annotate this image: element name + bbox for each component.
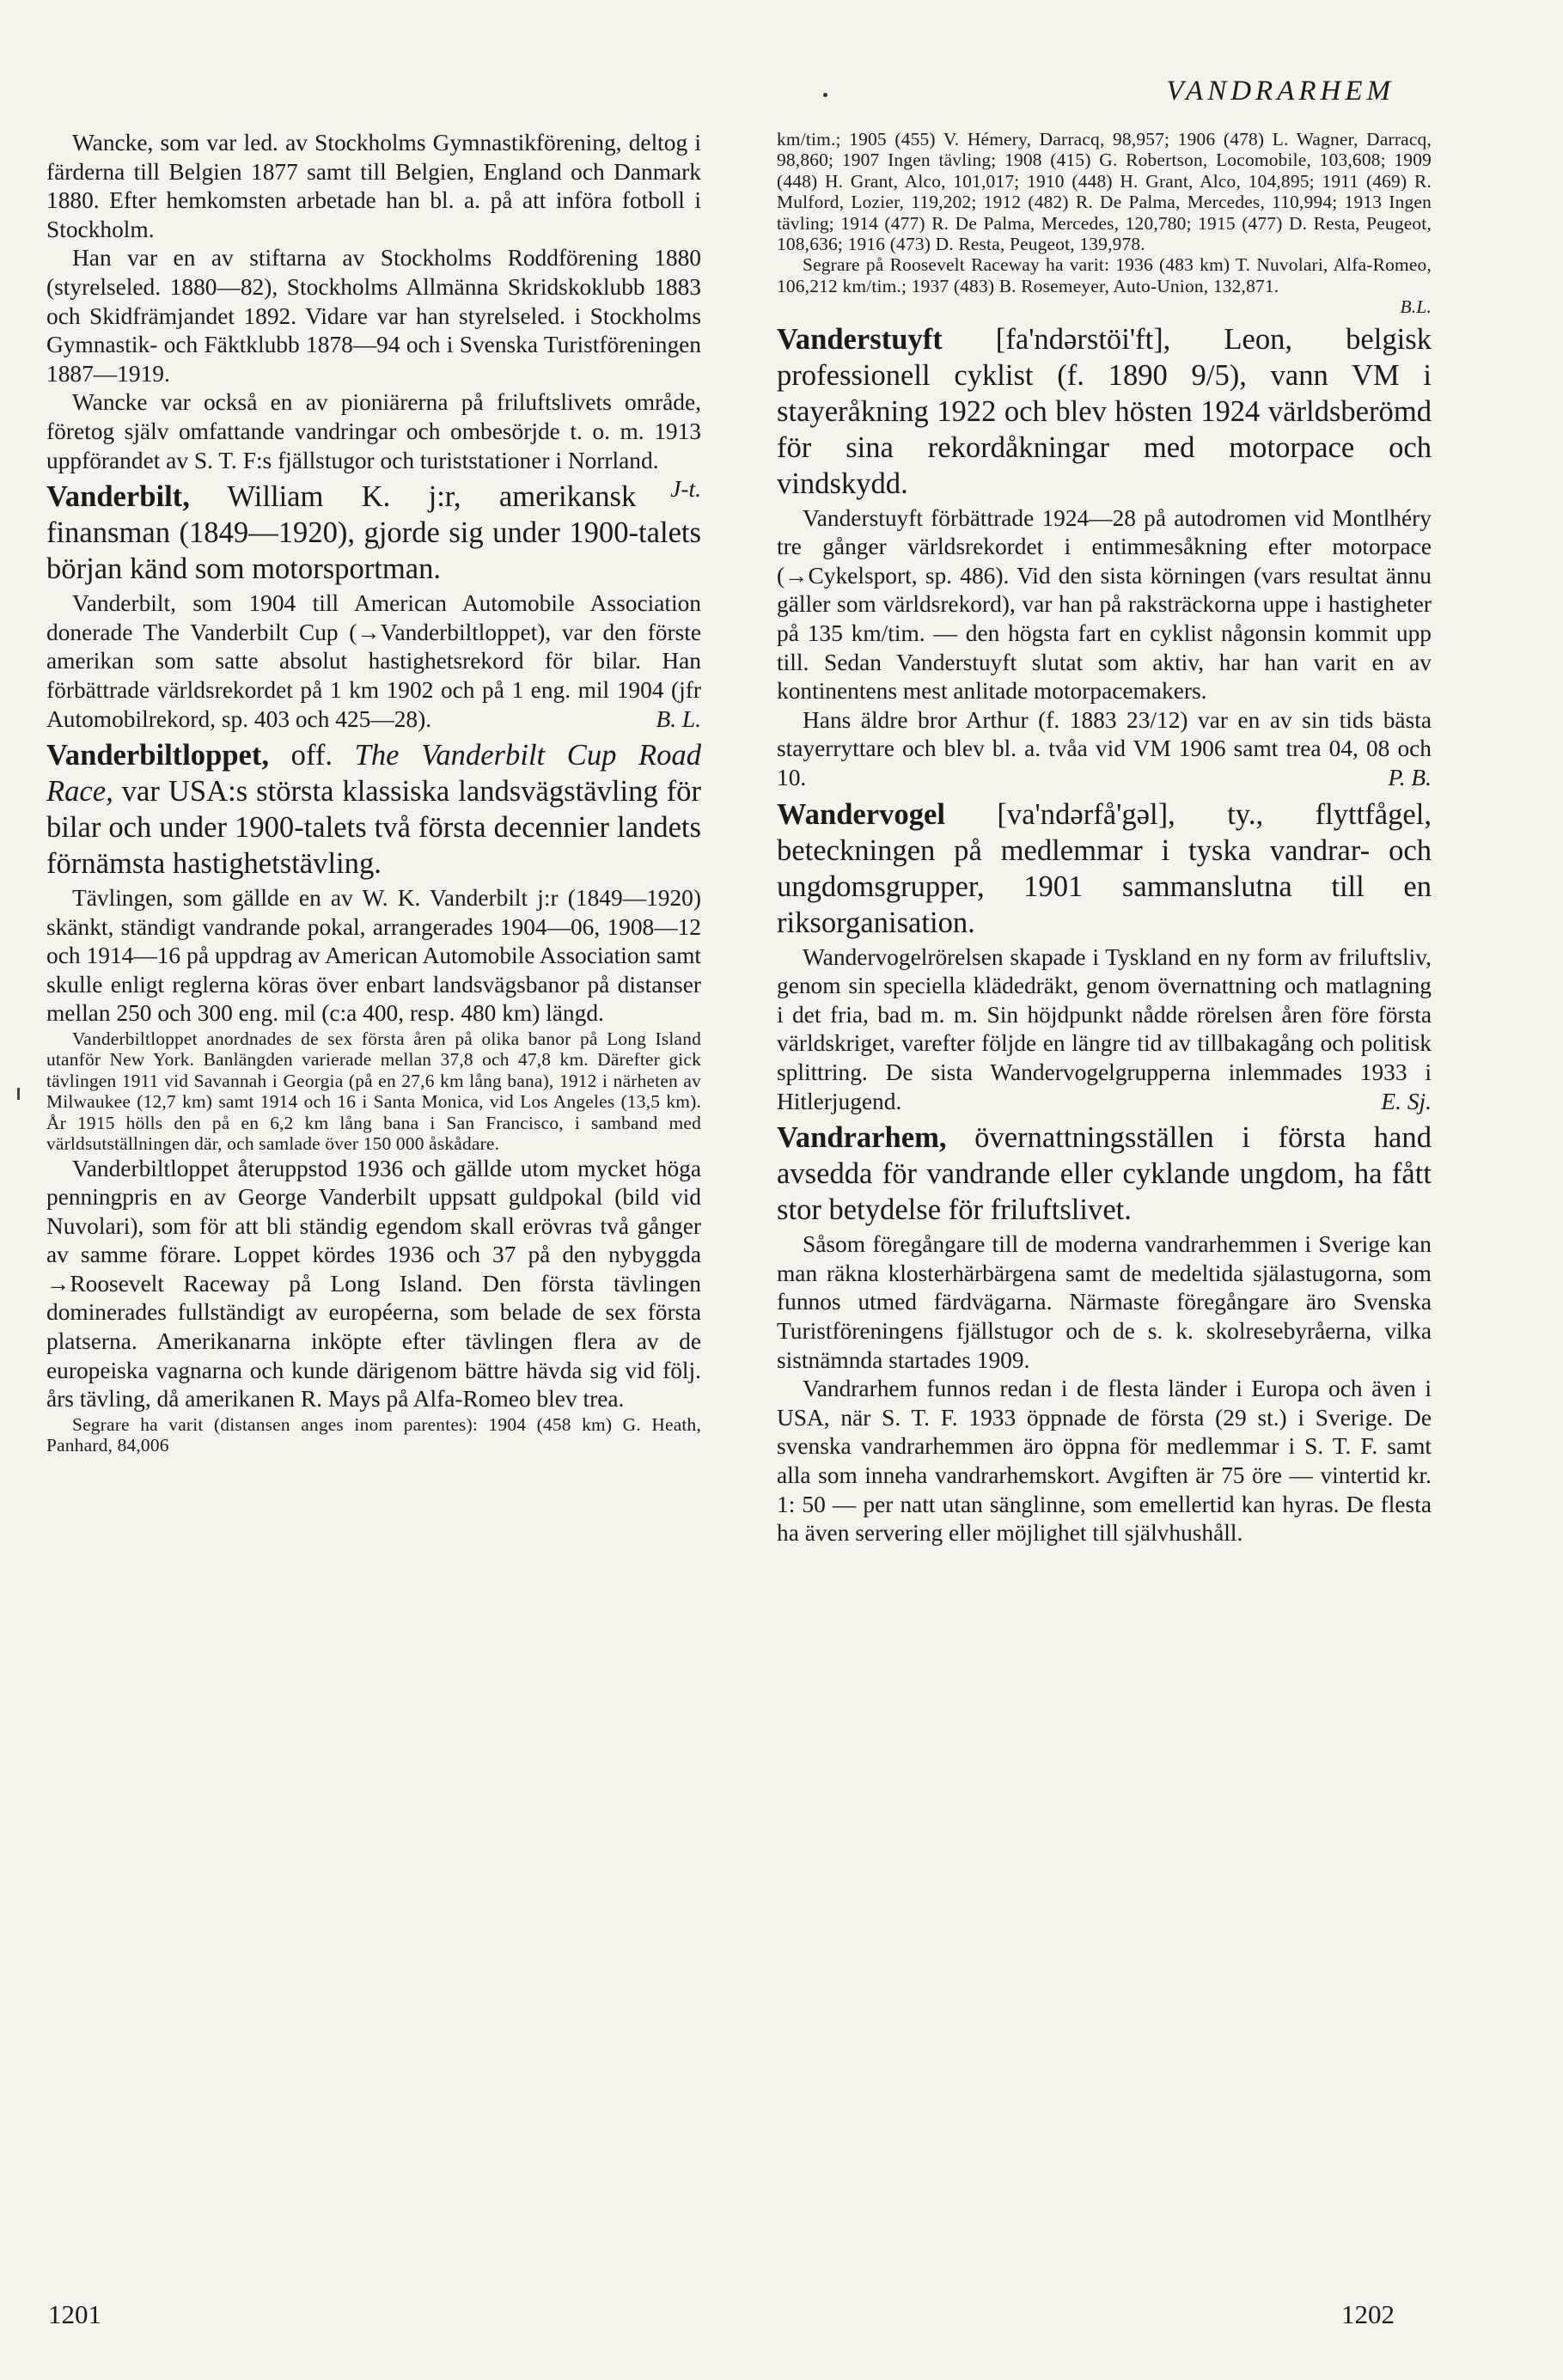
headword-vandrarhem: Vandrarhem, [777, 1121, 947, 1155]
loppet-winners-start: Segrare ha varit (distansen anges inom parentes): 1904 (458 km) G. Heath, Panhard, 84,006 [46, 1413, 701, 1456]
header-dot [823, 93, 827, 97]
right-column [777, 129, 1432, 1548]
entry-vanderbiltloppet [46, 737, 701, 882]
definition-wandervogel: [va'ndərfå'gəl], ty., flyttfågel, beteckningen på medlemmar i tyska vandrar- och ungdomsgrupper, 1901 sammanslutna till en riksorganisation. [777, 797, 1432, 939]
entry-vanderstuyft [777, 321, 1432, 502]
loppet-paragraph-2: Vanderbiltloppet återuppstod 1936 och gällde utom mycket höga penningpris en av George Vanderbilt uppsatt guldpokal (bild vid Nuvolari), som för att bli ständig egendom skall erövras två gånger av samme förare. Loppet kördes 1936 och 37 på den nybyggda →Roosevelt Raceway på Long Island. Den första tävlingen dominerades fullständigt av européerna, som belade de sex första platserna. Amerikanarna inköpte efter tävlingen flera av de europeiska vagnarna och kunde därigenom bättre hävda sig vid följ. års tävling, då amerikanen R. Mays på Alfa-Romeo blev trea. [46, 1155, 701, 1413]
winners-signature: B.L. [1400, 296, 1432, 318]
definition-vanderstuyft: [fa'ndərstöi'ft], Leon, belgisk professionell cyklist (f. 1890 9/5), vann VM i stayeråkning 1922 och blev hösten 1924 världsberömd för sina rekordåkningar med motorpace och vindskydd. [777, 322, 1432, 500]
page-number-left: 1201 [48, 2299, 101, 2329]
headword-vanderbiltloppet: Vanderbiltloppet, [46, 739, 270, 772]
wancke-paragraph-2: Han var en av stiftarna av Stockholms Roddförening 1880 (styrelseled. 1880—82), Stockholms Allmänna Skridskoklubb 1883 och Skidfrämjandet 1892. Vidare var han styrelseled. i Stockholms Gymnastik- och Fäktklubb 1878—94 och i Svenska Turistföreningen 1887—1919. [46, 245, 701, 387]
loppet-paragraph-1: Tävlingen, som gällde en av W. K. Vanderbilt j:r (1849—1920) skänkt, ständigt vandrande pokal, arrangerades 1904—06, 1908—12 och 1914—16 på uppdrag av American Automobile Association samt skulle enligt reglerna köras över enbart landsvägsbanor på distanser mellan 250 och 300 eng. mil (c:a 400, resp. 480 km) längd. [46, 885, 701, 1027]
margin-mark [17, 1088, 20, 1100]
entry-vandrarhem [777, 1120, 1432, 1228]
wandervogel-paragraph-1 [777, 943, 1432, 1117]
vanderstuyft-signature: P. B. [1388, 765, 1432, 790]
entry-wandervogel [777, 796, 1432, 941]
running-title: VANDRARHEM [1166, 76, 1395, 107]
vandrarhem-paragraph-2: Vandrarhem funnos redan i de flesta länder i Europa och även i USA, när S. T. F. 1933 öppnade de första (29 st.) i Sverige. De svenska vandrarhemmen äro öppna för medlemmar i S. T. F. samt alla som inneha vandrarhemskort. Avgiften är 75 öre — vintertid kr. 1: 50 — per natt utan sänglinne, som emellertid kan hyras. De flesta ha även servering eller möjlighet till självhushåll. [777, 1376, 1432, 1547]
vanderstuyft-text: Hans äldre bror Arthur (f. 1883 23/12) var en av sin tids bästa stayerryttare och blev bl. a. tvåa vid VM 1906 samt trea 04, 08 och 10. [777, 706, 1432, 790]
headword-vanderstuyft: Vanderstuyft [777, 322, 943, 356]
vanderstuyft-paragraph-2 [777, 706, 1432, 793]
off-label: off. [269, 739, 355, 772]
definition-vanderbiltloppet: var USA:s största klassiska landsvägstävling för bilar och under 1900-talets två första decennier landets förnämsta hastighetstävling. [46, 775, 701, 881]
vandrarhem-paragraph-1: Såsom föregångare till de moderna vandrarhemmen i Sverige kan man räkna klosterhärbärgena samt de medeltida själastugorna, som funnos utmed färdvägarna. Närmaste föregångare äro Svenska Turistföreningens fjällstugor och de s. k. skolresebyråerna, vilka sistnämnda startades 1909. [777, 1231, 1432, 1373]
official-title: The Vanderbilt Cup Road Race, [46, 739, 701, 809]
wandervogel-text: Wandervogelrörelsen skapade i Tyskland en ny form av friluftsliv, genom sin speciella klädedräkt, genom övernattning och matlagning i det fria, bad m. m. Sin höjdpunkt nådde rörelsen åren före första världskriget, varefter följde en längre tid av tillbakagång och politisk splittring. De sista Wandervogelgrupperna inlemmades 1933 i Hitlerjugend. [777, 943, 1432, 1114]
vanderstuyft-paragraph-1: Vanderstuyft förbättrade 1924—28 på autodromen vid Montlhéry tre gånger världsrekordet i entimmesåkning efter motorpace (→Cykelsport, sp. 486). Vid den sista körningen (vars resultat ännu gäller som världsrekord), var han på raksträckorna uppe i hastigheter på 135 km/tim. — den högsta fart en cyklist någonsin kommit upp till. Sedan Vanderstuyft slutat som aktiv, har han varit en av kontinentens mest anlitade motorpacemakers. [777, 504, 1432, 705]
wancke-text: Wancke var också en av pioniärerna på friluftslivets område, företog själv omfattande vandringar och ombesörjde t. o. m. 1913 uppförandet av S. T. F:s fjällstugor och turiststationer i Norrland. [46, 389, 701, 473]
loppet-small-print: Vanderbiltloppet anordnades de sex första åren på olika banor på Long Island utanför New York. Banlängden varierade mellan 37,8 och 47,8 km. Därefter gick tävlingen 1911 vid Savannah i Georgia (på en 27,6 km lång bana), 1912 i närheten av Milwaukee (12,7 km) samt 1914 och 16 i Santa Monica, vid Los Angeles (13,5 km). År 1915 hölls den på en 6,2 km lång bana i San Francisco, i samband med världsutställningen där, och samlade över 150 000 åskådare. [46, 1028, 701, 1155]
left-column [46, 129, 701, 1456]
winners-list: km/tim.; 1905 (455) V. Hémery, Darracq, 98,957; 1906 (478) L. Wagner, Darracq, 98,860; 1907 Ingen tävling; 1908 (415) G. Robertson, Locomobile, 103,608; 1909 (448) H. Grant, Alco, 101,017; 1910 (448) H. Grant, Alco, 104,895; 1911 (469) R. Mulford, Lozier, 119,202; 1912 (482) R. De Palma, Mercedes, 110,994; 1913 Ingen tävling; 1914 (477) R. De Palma, Mercedes, 120,780; 1915 (477) D. Resta, Peugeot, 108,636; 1916 (473) D. Resta, Peugeot, 139,978. [777, 129, 1432, 255]
wandervogel-signature: E. Sj. [1381, 1088, 1432, 1114]
definition-vanderbilt: William K. j:r, amerikansk finansman (1849—1920), gjorde sig under 1900-talets början känd som motorsportman. [46, 480, 701, 586]
entry-vanderbilt [46, 479, 701, 587]
roosevelt-winners: Segrare på Roosevelt Raceway ha varit: 1936 (483 km) T. Nuvolari, Alfa-Romeo, 106,212 km/tim.; 1937 (483) B. Rosemeyer, Auto-Union, 132,871. [777, 254, 1432, 296]
vanderbilt-text: Vanderbilt, som 1904 till American Automobile Association donerade The Vanderbilt Cup (→Vanderbiltloppet), var den förste amerikan som satte absolut hastighetsrekord för bilar. Han förbättrade världsrekordet på 1 km 1902 och på 1 eng. mil 1904 (jfr Automobilrekord, sp. 403 och 425—28). [46, 590, 701, 732]
vanderbilt-signature: B. L. [656, 705, 701, 732]
page-number-right: 1202 [1341, 2299, 1395, 2329]
definition-vandrarhem: övernattningsställen i första hand avsedda för vandrande eller cyklande ungdom, ha fått stor betydelse för friluftslivet. [777, 1121, 1432, 1227]
headword-vanderbilt: Vanderbilt, [46, 480, 190, 514]
wancke-paragraph-1: Wancke, som var led. av Stockholms Gymnastikförening, deltog i färderna till Belgien 1877 samt till Belgien, England och Danmark 1880. Efter hemkomsten arbetade han bl. a. på att införa fotboll i Stockholm. [46, 130, 701, 242]
vanderbilt-paragraph-1 [46, 589, 701, 734]
wancke-signature: J-t. [670, 476, 701, 503]
headword-wandervogel: Wandervogel [777, 797, 945, 831]
